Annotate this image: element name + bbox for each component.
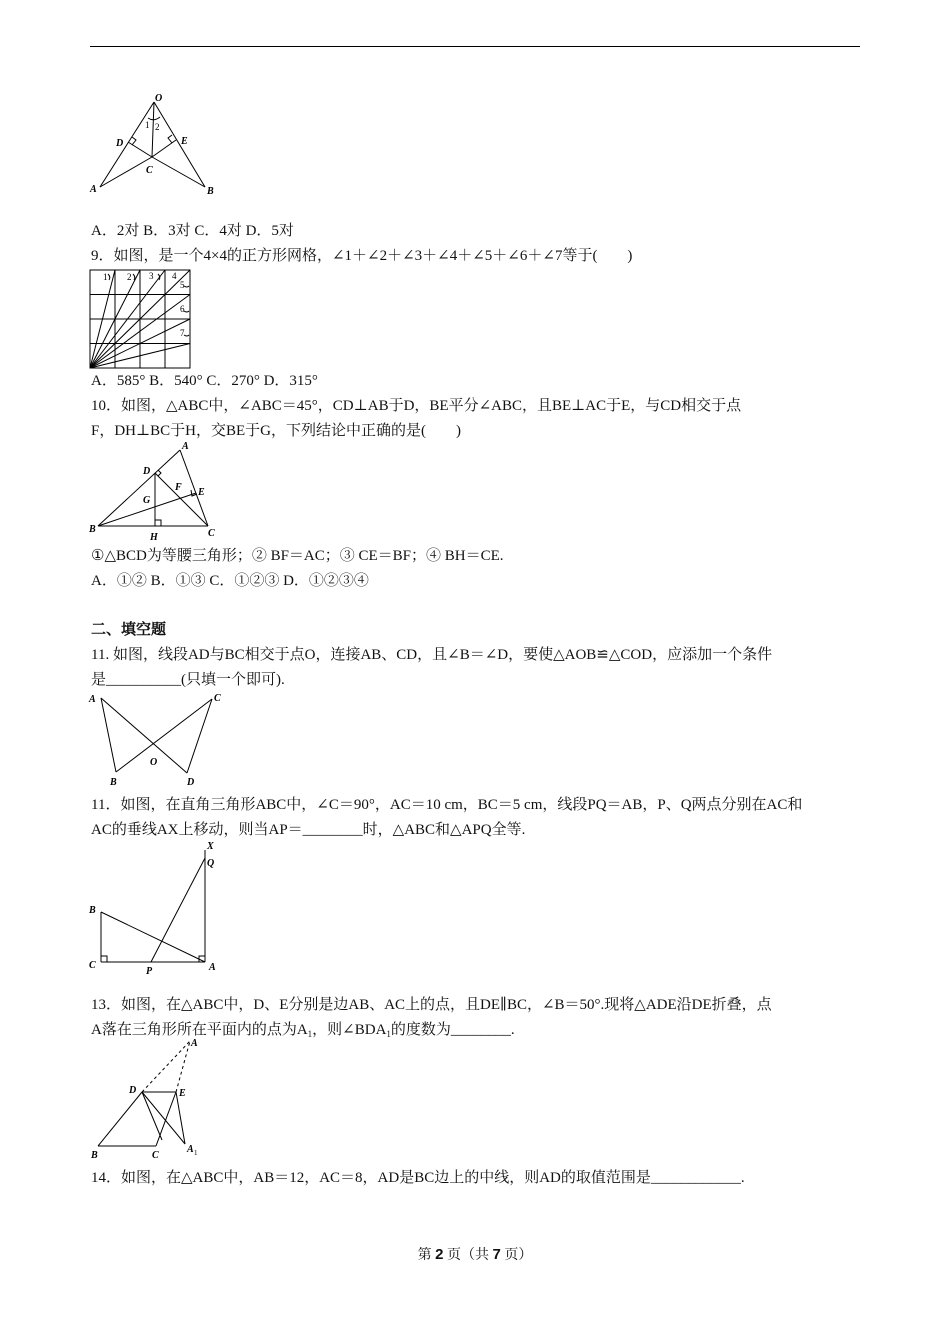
fig13-label-B: B bbox=[91, 1150, 98, 1160]
fig8-angle-1: 1 bbox=[145, 120, 150, 130]
fig10-label-A: A bbox=[182, 441, 189, 452]
fig10-label-H: H bbox=[150, 532, 158, 542]
fig9-angle-5: 5 bbox=[180, 280, 185, 290]
figure-q9-grid bbox=[88, 268, 194, 372]
fig10-label-F: F bbox=[175, 482, 182, 493]
q10-stem-line2: F，DH⊥BC于H，交BE于G，下列结论中正确的是( ) bbox=[91, 423, 461, 439]
fig13-label-D: D bbox=[129, 1085, 137, 1096]
fig9-angle-3: 3 bbox=[149, 271, 154, 281]
footer-middle: 页（共 bbox=[443, 1248, 493, 1263]
fig13-label-C: C bbox=[152, 1150, 159, 1160]
footer-page-number: 2 bbox=[435, 1246, 444, 1263]
footer-prefix: 第 bbox=[417, 1248, 436, 1263]
fig13-label-A1-sub: 1 bbox=[194, 1149, 198, 1157]
fig10-label-E: E bbox=[198, 487, 205, 498]
q11b-stem-line2: AC的垂线AX上移动，则当AP＝________时，△ABC和△APQ全等. bbox=[91, 822, 526, 838]
figure-q8 bbox=[88, 90, 223, 200]
fig8-label-E: E bbox=[181, 136, 188, 147]
fig13-label-A1: A bbox=[187, 1144, 194, 1155]
footer-total-pages: 7 bbox=[492, 1246, 501, 1263]
figure-q11a bbox=[88, 688, 228, 788]
fig11b-label-Q: Q bbox=[207, 858, 215, 869]
fig8-label-O: O bbox=[155, 93, 163, 104]
q13-sub-a1-2: 1 bbox=[386, 1029, 391, 1039]
fig8-label-B: B bbox=[207, 186, 214, 197]
q9-stem: 9．如图，是一个4×4的正方形网格，∠1＋∠2＋∠3＋∠4＋∠5＋∠6＋∠7等于( ) bbox=[91, 248, 633, 264]
fig8-label-D: D bbox=[116, 138, 124, 149]
fig11a-label-A: A bbox=[89, 694, 96, 705]
fig13-label-A: A bbox=[191, 1038, 198, 1049]
fig8-label-C: C bbox=[146, 165, 153, 176]
fig13-label-E: E bbox=[179, 1088, 186, 1099]
figure-q10 bbox=[88, 440, 223, 542]
q13-text-b: ，则∠BDA bbox=[312, 1022, 387, 1038]
q10-options: A．①② B．①③ C．①②③ D．①②③④ bbox=[91, 573, 369, 589]
fig9-angle-7: 7 bbox=[180, 328, 185, 338]
q14-stem: 14．如图，在△ABC中，AB＝12，AC＝8，AD是BC边上的中线，则AD的取值范围是____________. bbox=[91, 1170, 745, 1186]
q13-text-c: 的度数为________. bbox=[390, 1022, 515, 1038]
fig11b-label-C: C bbox=[89, 960, 96, 971]
fig10-label-B: B bbox=[89, 524, 96, 535]
q8-options: A．2对 B．3对 C．4对 D．5对 bbox=[91, 223, 294, 239]
fig11b-label-A: A bbox=[209, 962, 216, 973]
figure-q11b bbox=[88, 838, 228, 976]
q11b-stem-line1: 11．如图，在直角三角形ABC中，∠C＝90°，AC＝10 cm，BC＝5 cm，线段PQ＝AB，P、Q两点分别在AC和 bbox=[91, 797, 803, 813]
figure-q13 bbox=[88, 1036, 218, 1160]
q11a-stem-line2: 是__________(只填一个即可). bbox=[91, 672, 285, 688]
fig11a-label-B: B bbox=[110, 777, 117, 788]
fig10-label-D: D bbox=[143, 466, 151, 477]
fig11b-label-P: P bbox=[146, 966, 153, 976]
fig11b-label-B: B bbox=[89, 905, 96, 916]
fig11a-label-O: O bbox=[150, 757, 158, 768]
fig9-angle-6: 6 bbox=[180, 304, 185, 314]
header-rule bbox=[90, 46, 860, 47]
q13-text-a: A落在三角形所在平面内的点为A bbox=[91, 1022, 308, 1038]
section-heading-fill-blank: 二、填空题 bbox=[91, 622, 167, 638]
fig11a-label-C: C bbox=[214, 693, 221, 704]
fig11b-label-X: X bbox=[207, 841, 214, 852]
fig10-label-G: G bbox=[143, 495, 151, 506]
fig8-label-A: A bbox=[90, 184, 97, 195]
q11a-stem-line1: 11. 如图，线段AD与BC相交于点O，连接AB、CD，且∠B＝∠D，要使△AOB≌△COD，应添加一个条件 bbox=[91, 647, 773, 663]
q13-stem-line1: 13．如图，在△ABC中，D、E分别是边AB、AC上的点，且DE∥BC，∠B＝50°.现将△ADE沿DE折叠，点 bbox=[91, 997, 772, 1013]
fig9-angle-1: 1 bbox=[103, 272, 108, 282]
q9-options: A．585° B．540° C．270° D．315° bbox=[91, 373, 318, 389]
fig8-angle-2: 2 bbox=[155, 122, 160, 132]
fig11a-label-D: D bbox=[187, 777, 195, 788]
fig10-label-C: C bbox=[208, 528, 215, 539]
footer-suffix: 页） bbox=[500, 1248, 533, 1263]
q13-sub-a1: 1 bbox=[307, 1029, 313, 1039]
page-footer bbox=[0, 1244, 950, 1264]
fig9-angle-4: 4 bbox=[172, 271, 177, 281]
fig9-angle-2: 2 bbox=[127, 272, 132, 282]
q10-statements: ①△BCD为等腰三角形；② BF＝AC；③ CE＝BF；④ BH＝CE. bbox=[91, 548, 504, 564]
q10-stem-line1: 10．如图，△ABC中，∠ABC＝45°，CD⊥AB于D，BE平分∠ABC，且BE⊥AC于E，与CD相交于点 bbox=[91, 398, 742, 414]
